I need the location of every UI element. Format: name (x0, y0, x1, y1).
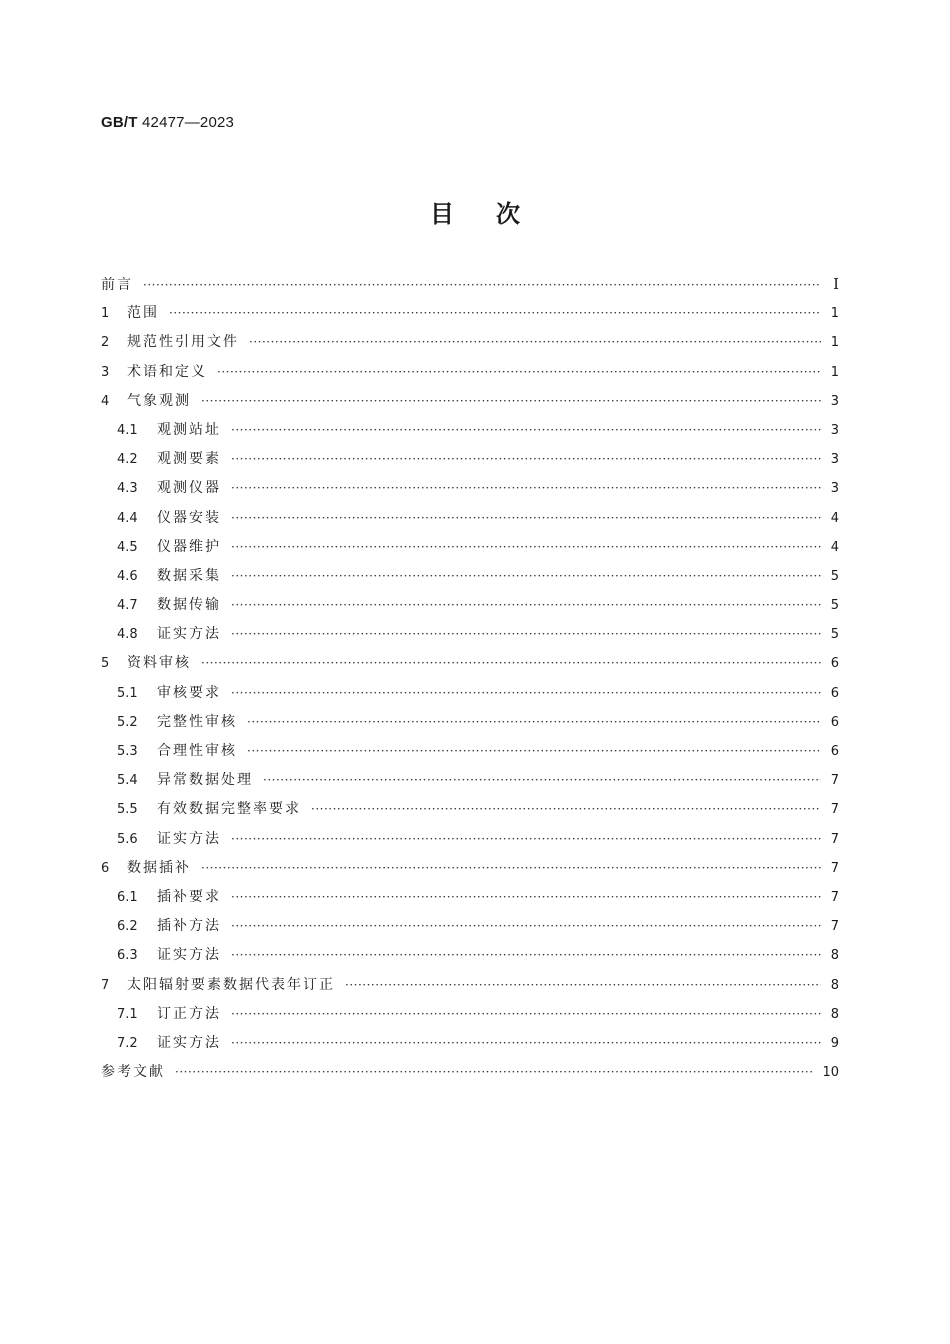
toc-entry[interactable] (101, 912, 839, 941)
standard-number: 42477—2023 (142, 114, 235, 131)
toc-entry-title: 证实方法 (157, 947, 221, 964)
toc-entry-page: 7 (830, 860, 839, 876)
toc-entry-title: 参考文献 (101, 1064, 165, 1081)
toc-entry-title: 证实方法 (157, 830, 221, 847)
toc-entry[interactable] (101, 387, 839, 416)
toc-entry-page: 4 (830, 510, 839, 526)
toc-entry[interactable] (101, 649, 839, 678)
toc-entry-page: I (833, 275, 839, 293)
toc-entry-page: 7 (830, 773, 839, 789)
toc-entry[interactable] (101, 795, 839, 824)
table-of-contents (101, 270, 839, 1087)
toc-entry-number: 4.5 (117, 539, 138, 555)
toc-entry-number: 4.1 (117, 422, 138, 438)
toc-entry-page: 8 (830, 977, 839, 993)
toc-entry[interactable] (101, 941, 839, 970)
toc-entry-title: 前言 (101, 277, 133, 293)
toc-leader-dots (231, 941, 821, 970)
toc-entry[interactable] (101, 1000, 839, 1029)
standard-prefix: GB/T (101, 114, 138, 131)
toc-entry-number: 1 (101, 306, 110, 322)
toc-entry-number: 4.4 (117, 510, 138, 526)
toc-entry-number: 5.2 (117, 714, 138, 730)
toc-entry-page: 6 (830, 714, 839, 730)
toc-entry-title: 数据采集 (157, 567, 221, 584)
toc-entry-title: 审核要求 (157, 684, 221, 701)
toc-leader-dots (231, 912, 821, 941)
toc-entry-page: 7 (830, 802, 839, 818)
toc-entry[interactable] (101, 299, 839, 328)
toc-entry-title: 观测站址 (157, 421, 221, 438)
toc-entry-page: 5 (830, 568, 839, 584)
toc-entry-title: 证实方法 (157, 626, 221, 643)
toc-entry-page: 5 (830, 598, 839, 614)
toc-entry[interactable] (101, 591, 839, 620)
toc-entry-number: 5.5 (117, 802, 138, 818)
toc-entry-page: 6 (830, 744, 839, 759)
toc-entry-title: 观测仪器 (157, 480, 221, 497)
toc-entry-title: 观测要素 (157, 451, 221, 468)
toc-entry-page: 1 (830, 364, 839, 380)
toc-entry[interactable] (101, 445, 839, 474)
toc-leader-dots (231, 1029, 821, 1058)
toc-leader-dots (201, 649, 821, 678)
toc-entry-page: 6 (830, 685, 839, 701)
toc-entry[interactable] (101, 825, 839, 854)
toc-entry[interactable] (101, 328, 839, 357)
toc-entry-page: 1 (830, 335, 839, 351)
toc-entry[interactable] (101, 270, 839, 299)
toc-entry-number: 4.6 (117, 568, 138, 584)
toc-leader-dots (201, 854, 821, 883)
toc-leader-dots (231, 474, 821, 503)
toc-leader-dots (143, 271, 821, 300)
toc-leader-dots (231, 883, 821, 912)
toc-entry-page: 9 (830, 1035, 839, 1051)
toc-entry-number: 6.3 (117, 948, 138, 964)
toc-entry-number: 7.1 (117, 1006, 138, 1022)
toc-entry-page: 7 (830, 919, 839, 935)
toc-entry[interactable] (101, 708, 839, 737)
standard-code (101, 114, 234, 131)
toc-entry-title: 插补方法 (157, 918, 221, 935)
toc-entry-number: 4.7 (117, 598, 138, 614)
toc-entry-title: 合理性审核 (157, 743, 237, 759)
toc-entry[interactable] (101, 737, 839, 766)
toc-entry[interactable] (101, 533, 839, 562)
toc-entry-title: 仪器安装 (157, 509, 221, 526)
toc-entry-number: 7.2 (117, 1035, 138, 1051)
toc-entry-number: 4.3 (117, 481, 138, 497)
toc-entry-number: 4.8 (117, 627, 138, 643)
toc-entry-title: 有效数据完整率要求 (157, 801, 301, 818)
toc-leader-dots (311, 795, 821, 824)
toc-entry-page: 10 (822, 1065, 839, 1081)
toc-entry-number: 5.1 (117, 685, 138, 701)
toc-leader-dots (247, 737, 821, 766)
toc-entry-page: 7 (830, 831, 839, 847)
toc-entry-page: 7 (830, 889, 839, 905)
toc-entry-title: 规范性引用文件 (127, 334, 239, 351)
toc-entry[interactable] (101, 562, 839, 591)
toc-entry-number: 6.2 (117, 919, 138, 935)
toc-entry[interactable] (101, 883, 839, 912)
toc-entry-number: 5.3 (117, 744, 138, 759)
toc-entry-number: 5 (101, 656, 110, 672)
page-title: 目次 (430, 200, 562, 228)
toc-entry-page: 3 (830, 422, 839, 438)
toc-entry-title: 证实方法 (157, 1034, 221, 1051)
toc-leader-dots (231, 591, 821, 620)
toc-leader-dots (231, 679, 821, 708)
toc-leader-dots (231, 533, 821, 562)
toc-leader-dots (247, 708, 821, 737)
toc-entry-title: 数据传输 (157, 597, 221, 614)
toc-leader-dots (231, 562, 821, 591)
toc-entry-title: 插补要求 (157, 888, 221, 905)
toc-leader-dots (231, 504, 821, 533)
toc-entry-page: 3 (830, 481, 839, 497)
toc-leader-dots (217, 358, 821, 387)
toc-entry-page: 8 (830, 1006, 839, 1022)
toc-entry[interactable] (101, 416, 839, 445)
toc-entry[interactable] (101, 854, 839, 883)
toc-leader-dots (345, 971, 821, 1000)
toc-entry-number: 4.2 (117, 452, 138, 468)
toc-leader-dots (263, 766, 821, 795)
toc-entry-number: 6 (101, 860, 110, 876)
toc-entry[interactable] (101, 766, 839, 795)
toc-entry-title: 气象观测 (127, 392, 191, 409)
toc-entry-page: 3 (830, 452, 839, 468)
toc-entry[interactable] (101, 474, 839, 503)
toc-entry-page: 5 (830, 627, 839, 643)
toc-entry[interactable] (101, 1058, 839, 1087)
toc-entry[interactable] (101, 620, 839, 649)
toc-leader-dots (231, 445, 821, 474)
toc-leader-dots (175, 1058, 814, 1087)
toc-entry-title: 完整性审核 (157, 713, 237, 730)
toc-entry-page: 6 (830, 656, 839, 672)
toc-entry[interactable] (101, 504, 839, 533)
toc-entry-number: 7 (101, 977, 110, 993)
toc-entry-page: 1 (830, 306, 839, 322)
toc-leader-dots (231, 620, 821, 649)
toc-entry-number: 3 (101, 364, 110, 380)
toc-entry-title: 太阳辐射要素数据代表年订正 (127, 976, 335, 993)
toc-entry-page: 4 (830, 539, 839, 555)
toc-entry-number: 5.6 (117, 831, 138, 847)
toc-leader-dots (169, 299, 821, 328)
toc-entry-title: 异常数据处理 (157, 772, 253, 789)
toc-entry-page: 8 (830, 948, 839, 964)
toc-entry-title: 数据插补 (127, 859, 191, 876)
toc-leader-dots (231, 1000, 821, 1029)
toc-entry[interactable] (101, 679, 839, 708)
toc-entry-number: 5.4 (117, 773, 138, 789)
toc-entry-title: 订正方法 (157, 1005, 221, 1022)
toc-entry[interactable] (101, 971, 839, 1000)
toc-entry-number: 2 (101, 335, 110, 351)
toc-leader-dots (231, 416, 821, 445)
toc-entry-number: 6.1 (117, 889, 138, 905)
toc-leader-dots (249, 328, 821, 357)
toc-leader-dots (201, 387, 821, 416)
toc-entry-title: 资料审核 (127, 655, 191, 672)
toc-entry[interactable] (101, 358, 839, 387)
toc-entry[interactable] (101, 1029, 839, 1058)
toc-entry-number: 4 (101, 393, 110, 409)
toc-entry-title: 范围 (127, 305, 159, 322)
toc-entry-title: 术语和定义 (127, 363, 207, 380)
toc-entry-title: 仪器维护 (157, 538, 221, 555)
toc-entry-page: 3 (830, 393, 839, 409)
toc-leader-dots (231, 825, 821, 854)
